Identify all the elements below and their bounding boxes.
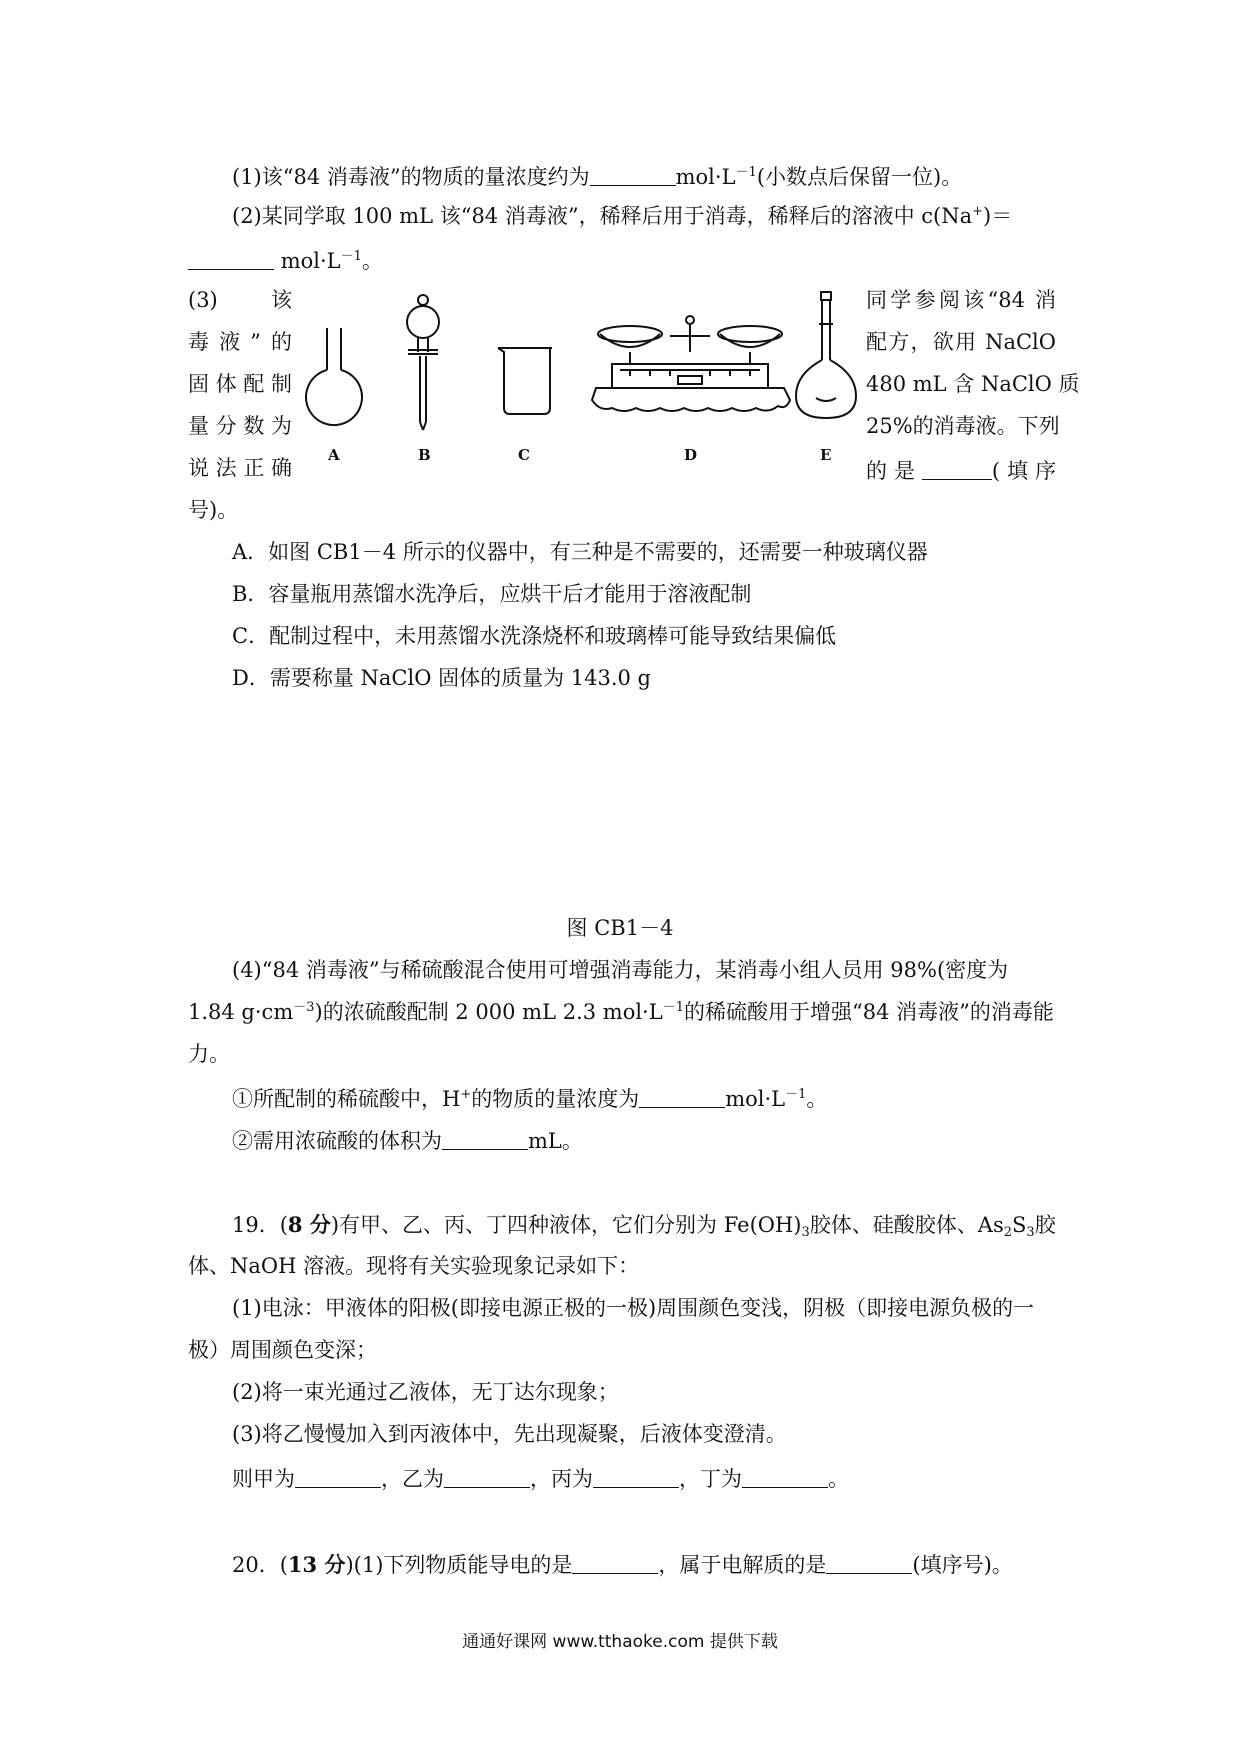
answer-blank-yi[interactable] <box>444 1466 530 1488</box>
q19-line1: 19．(8 分)有甲、乙、丙、丁四种液体，它们分别为 $Fe(OH)_3$胶体、硅酸胶体、$As_2S_3$胶 <box>232 1212 1056 1240</box>
q18-part3-right-3: 480 mL 含 NaClO 质 <box>866 372 1080 396</box>
answer-blank[interactable] <box>442 1128 528 1150</box>
balance-scale-icon <box>592 316 790 411</box>
round-bottom-flask-icon <box>306 328 362 425</box>
option-b: B．容量瓶用蒸馏水洗净后，应烘干后才能用于溶液配制 <box>232 582 752 606</box>
q19-line2: 体、NaOH 溶液。现将有关实验现象记录如下： <box>188 1254 640 1278</box>
q19-line7: 则甲为 ，乙为 ，丙为 ，丁为 。 <box>232 1467 849 1491</box>
answer-blank[interactable] <box>922 458 992 480</box>
figure-caption: 图 CB1－4 <box>566 916 674 940</box>
q18-part4-sub1: ①所配制的稀硫酸中，H+的物质的量浓度为 $mol\cdot L^{-1}$。 <box>232 1087 828 1111</box>
answer-blank[interactable] <box>572 1552 658 1574</box>
q18-part3-left-1: (3) 该 <box>188 288 292 312</box>
answer-blank[interactable] <box>639 1086 725 1108</box>
q18-part3-right-5: 的是 (填序 <box>866 459 1056 483</box>
answer-blank[interactable] <box>590 164 676 186</box>
q18-part3-left-2: 毒液”的 <box>188 330 292 354</box>
q18-part2-line1: (2)某同学取 100 mL 该“84 消毒液”，稀释后用于消毒，稀释后的溶液中 c(Na+)＝ <box>232 204 1013 228</box>
label-c: C <box>518 446 530 464</box>
answer-blank[interactable] <box>826 1552 912 1574</box>
q18-part3-left-5: 说法正确 <box>188 456 292 480</box>
q18-part3-right-2: 配方，欲用 NaClO <box>866 330 1056 354</box>
answer-blank-jia[interactable] <box>295 1466 381 1488</box>
option-c: C．配制过程中，未用蒸馏水洗涤烧杯和玻璃棒可能导致结果偏低 <box>232 624 837 648</box>
q18-part3-left-4: 量分数为 <box>188 414 292 438</box>
label-d: D <box>684 446 698 464</box>
q19-line5: (2)将一束光通过乙液体，无丁达尔现象； <box>232 1380 619 1404</box>
q18-part2-line2: $mol\cdot L^{-1}$。 <box>188 248 383 272</box>
q19-line3: (1)电泳：甲液体的阳极(即接电源正极的一极)周围颜色变浅，阴极（即接电源负极的一 <box>232 1296 1035 1320</box>
answer-blank[interactable] <box>188 248 274 270</box>
q20-line1: 20．(13 分)(1)下列物质能导电的是 ，属于电解质的是 (填序号)。 <box>232 1552 1013 1577</box>
volumetric-flask-icon <box>796 292 856 418</box>
q18-part4-line2: 1.84 $g\cdot cm^{-3}$)的浓硫酸配制 2 000 mL 2.3 $mol\cdot L^{-1}$的稀硫酸用于增强“84 消毒液”的消毒能 <box>188 1000 1054 1024</box>
answer-blank-bing[interactable] <box>593 1466 679 1488</box>
q18-part3-end: 号)。 <box>188 498 239 522</box>
q18-part4-line1: (4)“84 消毒液”与稀硫酸混合使用可增强消毒能力，某消毒小组人员用 98%(密度为 <box>232 958 1009 982</box>
q18-part3-left-3: 固体配制 <box>188 372 292 396</box>
q18-part3-right-4: 25%的消毒液。下列 <box>866 414 1060 438</box>
q18-part3-right-1: 同学参阅该“84 消 <box>866 288 1056 312</box>
separatory-funnel-icon <box>407 295 439 430</box>
q18-part4-sub2: ②需用浓硫酸的体积为 mL。 <box>232 1129 583 1153</box>
q18-part1: (1)该“84 消毒液”的物质的量浓度约为 $mol\cdot L^{-1}$(小数点后保留一位)。 <box>232 165 963 189</box>
instrument-figure <box>300 290 860 470</box>
q19-line6: (3)将乙慢慢加入到丙液体中，先出现凝聚，后液体变澄清。 <box>232 1422 787 1446</box>
q18-part4-line3: 力。 <box>188 1042 230 1066</box>
label-a: A <box>328 446 340 464</box>
label-e: E <box>820 446 832 464</box>
page-footer: 通通好课网 www.tthaoke.com 提供下载 <box>462 1632 778 1652</box>
option-a: A．如图 CB1－4 所示的仪器中，有三种是不需要的，还需要一种玻璃仪器 <box>232 540 928 564</box>
label-b: B <box>418 446 431 464</box>
q19-line4: 极）周围颜色变深； <box>188 1338 377 1362</box>
answer-blank-ding[interactable] <box>742 1466 828 1488</box>
option-d: D．需要称量 NaClO 固体的质量为 143.0 g <box>232 666 651 690</box>
beaker-icon <box>498 348 552 414</box>
